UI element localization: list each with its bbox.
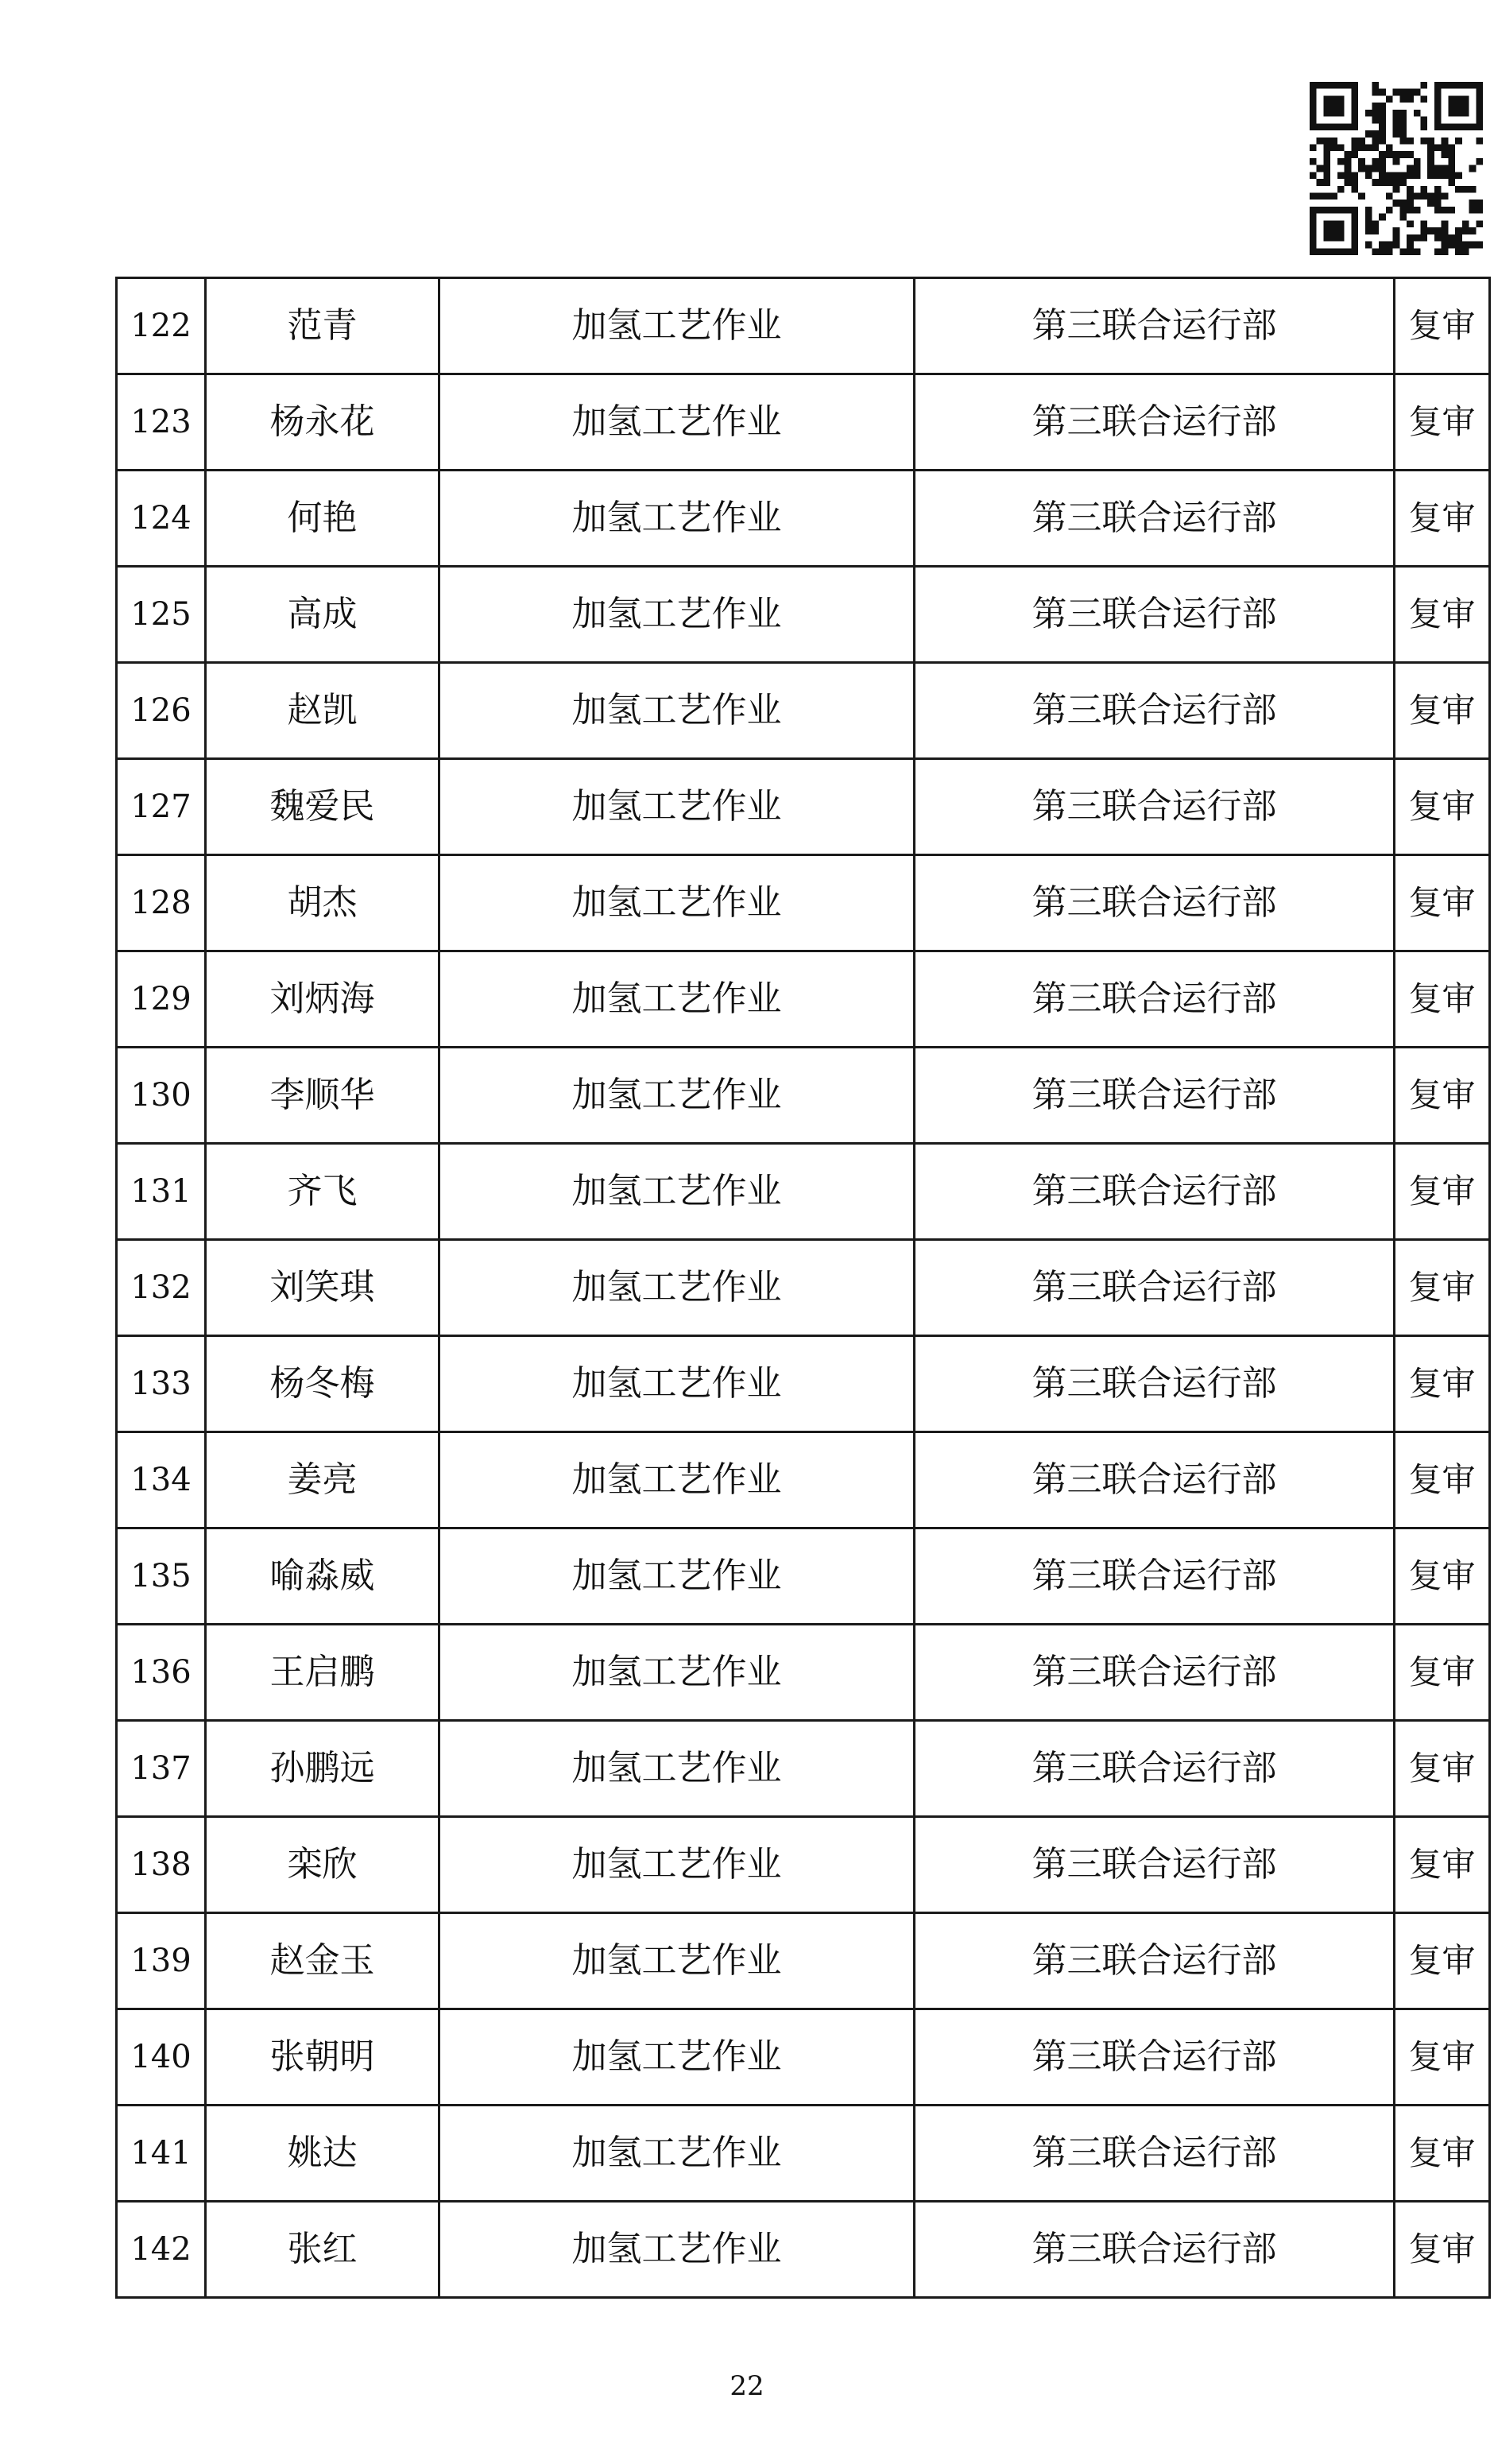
row-number-cell: 127 — [117, 759, 206, 855]
review-status-cell: 复审 — [1395, 471, 1490, 567]
review-status-cell: 复审 — [1395, 1817, 1490, 1913]
review-status-cell: 复审 — [1395, 759, 1490, 855]
department-cell: 第三联合运行部 — [915, 855, 1395, 951]
row-number-cell: 142 — [117, 2202, 206, 2298]
job-type-cell: 加氢工艺作业 — [439, 1048, 915, 1144]
table-row — [117, 1913, 1490, 2009]
row-number-cell: 123 — [117, 374, 206, 471]
department-cell: 第三联合运行部 — [915, 663, 1395, 759]
job-type-cell: 加氢工艺作业 — [439, 1240, 915, 1336]
row-number-cell: 129 — [117, 951, 206, 1048]
department-cell: 第三联合运行部 — [915, 1817, 1395, 1913]
review-status-cell: 复审 — [1395, 1625, 1490, 1721]
job-type-cell: 加氢工艺作业 — [439, 855, 915, 951]
row-number-cell: 128 — [117, 855, 206, 951]
job-type-cell: 加氢工艺作业 — [439, 278, 915, 374]
job-type-cell: 加氢工艺作业 — [439, 1336, 915, 1432]
person-name-cell: 栾欣 — [206, 1817, 439, 1913]
person-name-cell: 齐飞 — [206, 1144, 439, 1240]
row-number-cell: 141 — [117, 2106, 206, 2202]
person-name-cell: 姚达 — [206, 2106, 439, 2202]
table-row — [117, 2106, 1490, 2202]
person-name-cell: 李顺华 — [206, 1048, 439, 1144]
personnel-table — [115, 277, 1491, 2299]
person-name-cell: 杨永花 — [206, 374, 439, 471]
department-cell: 第三联合运行部 — [915, 1336, 1395, 1432]
job-type-cell: 加氢工艺作业 — [439, 951, 915, 1048]
review-status-cell: 复审 — [1395, 1240, 1490, 1336]
table-row — [117, 1528, 1490, 1625]
job-type-cell: 加氢工艺作业 — [439, 663, 915, 759]
review-status-cell: 复审 — [1395, 374, 1490, 471]
row-number-cell: 140 — [117, 2009, 206, 2106]
row-number-cell: 130 — [117, 1048, 206, 1144]
review-status-cell: 复审 — [1395, 1144, 1490, 1240]
person-name-cell: 魏爱民 — [206, 759, 439, 855]
job-type-cell: 加氢工艺作业 — [439, 1817, 915, 1913]
review-status-cell: 复审 — [1395, 1721, 1490, 1817]
row-number-cell: 135 — [117, 1528, 206, 1625]
person-name-cell: 赵凯 — [206, 663, 439, 759]
table-row — [117, 374, 1490, 471]
department-cell: 第三联合运行部 — [915, 1048, 1395, 1144]
table-row — [117, 567, 1490, 663]
person-name-cell: 胡杰 — [206, 855, 439, 951]
person-name-cell: 高成 — [206, 567, 439, 663]
department-cell: 第三联合运行部 — [915, 1528, 1395, 1625]
department-cell: 第三联合运行部 — [915, 567, 1395, 663]
table-row — [117, 2202, 1490, 2298]
row-number-cell: 137 — [117, 1721, 206, 1817]
row-number-cell: 134 — [117, 1432, 206, 1528]
job-type-cell: 加氢工艺作业 — [439, 1432, 915, 1528]
row-number-cell: 126 — [117, 663, 206, 759]
row-number-cell: 139 — [117, 1913, 206, 2009]
person-name-cell: 杨冬梅 — [206, 1336, 439, 1432]
job-type-cell: 加氢工艺作业 — [439, 1528, 915, 1625]
row-number-cell: 138 — [117, 1817, 206, 1913]
row-number-cell: 125 — [117, 567, 206, 663]
review-status-cell: 复审 — [1395, 1528, 1490, 1625]
row-number-cell: 122 — [117, 278, 206, 374]
job-type-cell: 加氢工艺作业 — [439, 2009, 915, 2106]
person-name-cell: 王启鹏 — [206, 1625, 439, 1721]
table-row — [117, 2009, 1490, 2106]
department-cell: 第三联合运行部 — [915, 471, 1395, 567]
person-name-cell: 姜亮 — [206, 1432, 439, 1528]
department-cell: 第三联合运行部 — [915, 374, 1395, 471]
table-row — [117, 278, 1490, 374]
job-type-cell: 加氢工艺作业 — [439, 2106, 915, 2202]
job-type-cell: 加氢工艺作业 — [439, 567, 915, 663]
person-name-cell: 张红 — [206, 2202, 439, 2298]
job-type-cell: 加氢工艺作业 — [439, 374, 915, 471]
person-name-cell: 范青 — [206, 278, 439, 374]
job-type-cell: 加氢工艺作业 — [439, 1144, 915, 1240]
person-name-cell: 刘笑琪 — [206, 1240, 439, 1336]
department-cell: 第三联合运行部 — [915, 278, 1395, 374]
review-status-cell: 复审 — [1395, 567, 1490, 663]
row-number-cell: 124 — [117, 471, 206, 567]
review-status-cell: 复审 — [1395, 1913, 1490, 2009]
review-status-cell: 复审 — [1395, 2202, 1490, 2298]
job-type-cell: 加氢工艺作业 — [439, 2202, 915, 2298]
department-cell: 第三联合运行部 — [915, 1144, 1395, 1240]
row-number-cell: 131 — [117, 1144, 206, 1240]
table-row — [117, 1336, 1490, 1432]
review-status-cell: 复审 — [1395, 1048, 1490, 1144]
table-row — [117, 1048, 1490, 1144]
job-type-cell: 加氢工艺作业 — [439, 1721, 915, 1817]
table-row — [117, 951, 1490, 1048]
department-cell: 第三联合运行部 — [915, 1913, 1395, 2009]
department-cell: 第三联合运行部 — [915, 1625, 1395, 1721]
review-status-cell: 复审 — [1395, 663, 1490, 759]
table-row — [117, 1625, 1490, 1721]
department-cell: 第三联合运行部 — [915, 951, 1395, 1048]
review-status-cell: 复审 — [1395, 1432, 1490, 1528]
person-name-cell: 赵金玉 — [206, 1913, 439, 2009]
page-number: 22 — [730, 2370, 764, 2402]
table-row — [117, 1721, 1490, 1817]
table-row — [117, 1817, 1490, 1913]
table-row — [117, 1240, 1490, 1336]
qr-code-icon — [1310, 70, 1483, 267]
table-row — [117, 759, 1490, 855]
table-row — [117, 855, 1490, 951]
department-cell: 第三联合运行部 — [915, 1432, 1395, 1528]
job-type-cell: 加氢工艺作业 — [439, 471, 915, 567]
job-type-cell: 加氢工艺作业 — [439, 759, 915, 855]
person-name-cell: 何艳 — [206, 471, 439, 567]
review-status-cell: 复审 — [1395, 2009, 1490, 2106]
job-type-cell: 加氢工艺作业 — [439, 1625, 915, 1721]
person-name-cell: 刘炳海 — [206, 951, 439, 1048]
review-status-cell: 复审 — [1395, 2106, 1490, 2202]
job-type-cell: 加氢工艺作业 — [439, 1913, 915, 2009]
table-row — [117, 663, 1490, 759]
row-number-cell: 132 — [117, 1240, 206, 1336]
person-name-cell: 张朝明 — [206, 2009, 439, 2106]
department-cell: 第三联合运行部 — [915, 1240, 1395, 1336]
table-row — [117, 1432, 1490, 1528]
review-status-cell: 复审 — [1395, 951, 1490, 1048]
review-status-cell: 复审 — [1395, 855, 1490, 951]
person-name-cell: 孙鹏远 — [206, 1721, 439, 1817]
department-cell: 第三联合运行部 — [915, 2106, 1395, 2202]
department-cell: 第三联合运行部 — [915, 759, 1395, 855]
table-row — [117, 471, 1490, 567]
department-cell: 第三联合运行部 — [915, 2009, 1395, 2106]
row-number-cell: 133 — [117, 1336, 206, 1432]
person-name-cell: 喻淼威 — [206, 1528, 439, 1625]
department-cell: 第三联合运行部 — [915, 1721, 1395, 1817]
table-row — [117, 1144, 1490, 1240]
row-number-cell: 136 — [117, 1625, 206, 1721]
review-status-cell: 复审 — [1395, 278, 1490, 374]
department-cell: 第三联合运行部 — [915, 2202, 1395, 2298]
review-status-cell: 复审 — [1395, 1336, 1490, 1432]
